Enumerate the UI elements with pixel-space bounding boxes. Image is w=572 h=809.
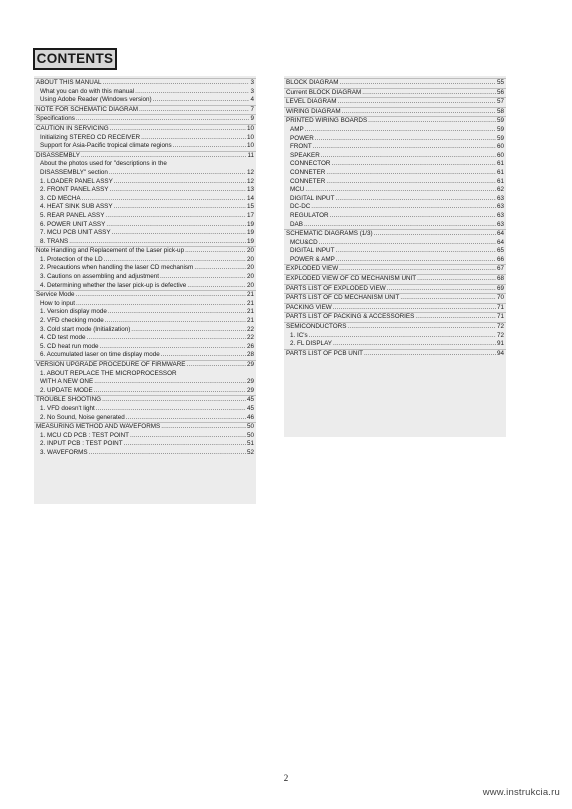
toc-dot-leader [347,323,496,332]
toc-entry[interactable] [284,169,506,178]
toc-entry-page: 94 [496,349,504,357]
toc-entry-label: Using Adobe Reader (Windows version) [40,96,152,104]
toc-entry-label: SCHEMATIC DIAGRAMS (1/3) [286,230,373,238]
toc-entry-page: 22 [246,325,254,333]
toc-dot-leader [110,125,246,134]
toc-dot-leader [415,313,496,322]
toc-dot-leader [94,378,246,387]
toc-entry-page: 19 [246,220,254,228]
toc-dot-leader [194,264,246,273]
toc-entry[interactable] [284,340,506,349]
toc-entry[interactable] [34,405,256,414]
toc-entry-page: 60 [496,151,504,159]
toc-entry-page: 61 [496,177,504,185]
toc-entry[interactable] [284,256,506,265]
toc-entry-label: How to input [40,299,76,307]
toc-dot-leader [106,221,246,230]
toc-entry-label: DAB [290,220,303,228]
toc-entry-label: EXPLODED VIEW [286,265,339,273]
toc-dot-leader [126,414,246,423]
toc-entry-page: 59 [496,125,504,133]
toc-entry-label: 2. INPUT PCB : TEST POINT [40,440,123,448]
toc-entry[interactable] [34,238,256,247]
toc-dot-leader [336,256,496,265]
toc-entry[interactable] [34,221,256,230]
toc-entry[interactable] [284,322,506,332]
toc-dot-leader [87,334,246,343]
toc-entry[interactable] [284,143,506,152]
toc-entry[interactable] [284,78,506,88]
toc-dot-leader [342,108,496,117]
toc-dot-leader [76,115,250,124]
toc-entry[interactable] [284,312,506,322]
toc-entry-page: 12 [246,168,254,176]
toc-dot-leader [153,96,250,105]
toc-entry-label: BLOCK DIAGRAM [286,79,339,86]
toc-dot-leader [81,152,246,161]
toc-dot-leader [109,186,246,195]
toc-entry-page: 91 [496,340,504,348]
toc-dot-leader [109,169,246,178]
toc-entry[interactable] [284,274,506,284]
toc-entry-page: 19 [246,237,254,245]
toc-entry-label: Note Handling and Replacement of the Laser pick-up [36,247,185,255]
toc-entry-label: Service Mode [36,291,75,299]
toc-entry-label: 3. CD MECHA [40,194,81,202]
toc-dot-leader [96,405,246,414]
toc-entry[interactable] [34,169,256,178]
toc-dot-leader [131,326,246,335]
toc-entry-page: 72 [496,331,504,339]
toc-entry-label: DC-DC [290,203,311,211]
toc-entry-label: PRINTED WIRING BOARDS [286,117,368,125]
toc-dot-leader [102,396,246,405]
toc-entry-label: AMP [290,125,304,133]
toc-entry-page: 29 [246,361,254,368]
toc-entry[interactable] [34,351,256,360]
toc-entry-label: CONNETER [290,168,326,176]
toc-entry[interactable] [284,107,506,117]
toc-entry-label: PARTS LIST OF EXPLODED VIEW [286,284,386,292]
toc-entry-page: 64 [496,230,504,238]
toc-entry-page: 46 [246,413,254,421]
toc-entry[interactable] [284,293,506,303]
toc-entry[interactable] [284,221,506,230]
toc-entry-page: 72 [496,323,504,331]
toc-dot-leader [331,160,496,169]
toc-entry-page: 12 [246,177,254,185]
toc-entry-page: 21 [246,291,254,299]
toc-entry-label: 6. POWER UNIT ASSY [40,220,106,228]
toc-dot-leader [305,126,496,135]
toc-entry-page: 14 [246,194,254,202]
toc-entry[interactable] [284,284,506,294]
toc-entry[interactable] [284,212,506,221]
toc-entry-label: VERSION UPGRADE PROCEDURE OF FIRMWARE [36,361,186,368]
toc-entry-label: Current BLOCK DIAGRAM [286,88,362,96]
toc-entry-label: 6. Accumulated laser on time display mode [40,351,160,359]
toc-entry-label: REGULATOR [290,211,329,219]
toc-entry[interactable] [34,88,256,97]
toc-dot-leader [161,423,246,432]
toc-entry-page: 10 [246,142,254,150]
toc-entry[interactable] [34,440,256,449]
toc-entry-label: 3. WAVEFORMS [40,448,88,456]
toc-entry[interactable] [34,142,256,151]
toc-entry-page: 13 [246,186,254,194]
toc-dot-leader [333,340,496,349]
toc-entry[interactable] [34,124,256,134]
contents-title: CONTENTS [33,48,117,70]
toc-entry-page: 3 [250,87,254,95]
toc-entry[interactable] [34,334,256,343]
toc-entry-label: 3. Cautions on assembling and adjustment [40,273,160,281]
toc-dot-leader [311,203,496,212]
toc-entry-label: 1. Version display mode [40,308,107,316]
toc-entry[interactable] [34,317,256,326]
toc-dot-leader [400,294,496,303]
toc-entry-label: Specifications [36,115,75,123]
toc-entry-label: 3. Cold start mode (Initialization) [40,325,131,333]
toc-entry[interactable] [34,96,256,105]
toc-entry-page: 20 [246,281,254,289]
toc-entry-page: 22 [246,334,254,342]
toc-dot-leader [89,449,246,458]
toc-entry-page: 63 [496,203,504,211]
toc-dot-leader [315,135,496,144]
toc-entry-page: 29 [246,386,254,394]
toc-dot-leader [104,256,246,265]
toc-dot-leader [335,247,496,256]
toc-entry-label: DISASSEMBLY" section [40,168,108,176]
toc-entry[interactable] [284,160,506,169]
toc-entry[interactable] [34,105,256,115]
toc-entry[interactable] [34,449,256,458]
toc-entry[interactable] [284,349,506,359]
toc-entry-page: 58 [496,107,504,115]
toc-entry[interactable] [284,152,506,161]
toc-entry[interactable] [284,264,506,274]
toc-dot-leader [309,332,496,341]
toc-entry-page: 15 [246,203,254,211]
toc-entry-page: 20 [246,264,254,272]
toc-dot-leader [187,282,246,291]
toc-entry[interactable] [34,395,256,405]
toc-entry-label: FRONT [290,143,312,151]
toc-dot-leader [161,351,246,360]
toc-entry[interactable] [284,116,506,126]
toc-dot-leader [339,265,496,274]
toc-entry-label: 1. ABOUT REPLACE THE MICROPROCESSOR [40,369,177,377]
toc-entry-page: 64 [496,238,504,246]
toc-entry-label: PACKING VIEW [286,303,332,311]
toc-dot-leader [76,300,246,309]
toc-entry[interactable] [34,432,256,441]
toc-dot-leader [187,361,246,370]
toc-entry[interactable] [284,126,506,135]
toc-entry-label: 1. MCU CD PCB : TEST POINT [40,431,129,439]
toc-dot-leader [130,432,246,441]
toc-entry[interactable] [34,246,256,256]
toc-entry-label: 5. CD heat run mode [40,342,99,350]
toc-entry-label: 2. UPDATE MODE [40,386,93,394]
toc-dot-leader [112,229,246,238]
toc-entry-page: 21 [246,317,254,325]
toc-dot-leader [108,308,246,317]
toc-entry[interactable] [34,326,256,335]
toc-dot-leader [374,230,496,239]
toc-dot-leader [105,317,246,326]
toc-entry[interactable] [284,229,506,239]
toc-entry[interactable] [284,239,506,248]
toc-entry-label: POWER [290,134,314,142]
page-number: 2 [283,773,289,783]
toc-entry[interactable] [284,97,506,107]
toc-dot-leader [335,195,496,204]
toc-entry-page: 65 [496,247,504,255]
toc-entry-page: 62 [496,186,504,194]
toc-entry[interactable] [34,229,256,238]
toc-entry-page: 68 [496,275,504,283]
toc-dot-leader [326,169,496,178]
toc-entry[interactable] [34,378,256,387]
toc-entry-page: 55 [496,79,504,86]
toc-entry-page: 20 [246,255,254,263]
toc-entry-label: PARTS LIST OF PCB UNIT [286,349,363,357]
toc-entry[interactable] [34,422,256,432]
toc-dot-leader [319,239,496,248]
toc-entry-label: WITH A NEW ONE [40,378,94,386]
toc-entry-label: 2. Precautions when handling the laser CD mechanism [40,264,194,272]
toc-entry[interactable] [34,114,256,124]
toc-entry[interactable] [34,178,256,187]
toc-entry-page: 26 [246,342,254,350]
toc-dot-leader [321,152,496,161]
toc-entry-label: 2. FRONT PANEL ASSY [40,186,109,194]
toc-dot-leader [313,143,496,152]
toc-entry[interactable] [34,160,256,169]
toc-entry[interactable] [34,134,256,143]
toc-entry-page: 61 [496,160,504,168]
toc-entry[interactable] [34,212,256,221]
toc-entry-label: 4. CD test mode [40,334,86,342]
toc-entry-label: 1. VFD doesn't light [40,404,95,412]
toc-dot-leader [160,273,246,282]
toc-entry-label: PARTS LIST OF PACKING & ACCESSORIES [286,313,415,321]
toc-entry[interactable] [284,195,506,204]
toc-entry-label: 2. VFD checking mode [40,317,104,325]
toc-dot-leader [305,186,496,195]
toc-dot-leader [364,350,496,359]
toc-dot-leader [139,106,249,115]
toc-entry-page: 10 [246,124,254,132]
toc-entry-label: MCU [290,186,305,194]
toc-entry[interactable] [284,332,506,341]
toc-entry-page: 11 [247,151,254,159]
toc-dot-leader [185,247,246,256]
toc-entry-page: 45 [246,396,254,404]
toc-entry-label: MEASURING METHOD AND WAVEFORMS [36,423,161,431]
toc-entry-label: DIGITAL INPUT [290,247,335,255]
toc-entry-page: 19 [246,229,254,237]
toc-entry-label: 1. IC's [290,331,308,339]
toc-entry-page: 29 [246,378,254,386]
toc-dot-leader [326,178,496,187]
toc-entry-page: 66 [496,255,504,263]
toc-dot-leader [76,291,246,300]
toc-entry-page: 21 [246,299,254,307]
toc-entry-page: 20 [246,247,254,255]
toc-dot-leader [114,203,246,212]
toc-entry-page: 71 [496,313,504,321]
toc-entry-label: PARTS LIST OF CD MECHANISM UNIT [286,294,400,302]
toc-dot-leader [69,238,246,247]
toc-entry[interactable] [34,186,256,195]
toc-dot-leader [330,212,496,221]
toc-dot-leader [94,387,246,396]
toc-entry-label: 2. No Sound, Noise generated [40,413,125,421]
toc-entry-label: POWER & AMP [290,255,335,263]
toc-entry-page: 69 [496,284,504,292]
toc-dot-leader [338,98,496,107]
toc-entry-label: TROUBLE SHOOTING [36,396,102,404]
toc-entry-page: 28 [246,351,254,359]
toc-entry-page: 45 [246,404,254,412]
toc-entry-label: MCU&CD [290,238,318,246]
toc-entry[interactable] [34,343,256,352]
toc-entry[interactable] [34,203,256,212]
toc-entry-page: 4 [250,96,254,104]
toc-entry[interactable] [284,88,506,98]
toc-left-column [34,76,256,504]
toc-dot-leader [135,88,249,97]
toc-entry-label: SEMICONDUCTORS [286,323,347,331]
toc-entry[interactable] [34,78,256,88]
toc-entry[interactable] [34,308,256,317]
toc-entry-label: LEVEL DIAGRAM [286,98,337,106]
toc-entry-label: Initializing STEREO CD RECEIVER [40,133,141,141]
toc-right-column [284,76,506,437]
toc-entry-page: 60 [496,143,504,151]
toc-dot-leader [368,117,496,126]
toc-entry[interactable] [34,282,256,291]
toc-dot-leader [114,178,246,187]
toc-entry[interactable] [284,303,506,313]
toc-dot-leader [362,89,496,98]
toc-entry-label: 4. Determining whether the laser pick-up is defective [40,281,187,289]
toc-entry-page: 63 [496,211,504,219]
toc-entry-page: 57 [496,98,504,106]
toc-entry[interactable] [34,387,256,396]
toc-entry[interactable] [34,300,256,309]
toc-dot-leader [387,285,496,294]
toc-entry[interactable] [34,370,256,379]
toc-entry-label: WIRING DIAGRAM [286,107,341,115]
toc-entry-page: 51 [246,440,254,448]
toc-entry[interactable] [34,290,256,300]
toc-entry-label: DISASSEMBLY [36,151,80,159]
toc-entry-label: 7. MCU PCB UNIT ASSY [40,229,111,237]
toc-dot-leader [417,275,496,284]
toc-entry[interactable] [284,135,506,144]
toc-entry-page: 63 [496,194,504,202]
toc-entry[interactable] [284,203,506,212]
toc-entry-label: 1. LOADER PANEL ASSY [40,177,113,185]
toc-entry[interactable] [34,360,256,370]
toc-entry-label: What you can do with this manual [40,87,135,95]
toc-entry-page: 59 [496,134,504,142]
toc-entry[interactable] [284,247,506,256]
toc-entry-page: 63 [496,220,504,228]
toc-entry-label: Support for Asia-Pacific tropical climate regions [40,142,172,150]
toc-dot-leader [333,304,496,313]
toc-entry[interactable] [284,186,506,195]
toc-dot-leader [105,212,246,221]
toc-dot-leader [339,79,496,88]
toc-entry[interactable] [34,414,256,423]
toc-entry-page: 50 [246,423,254,431]
toc-entry-page: 7 [250,105,254,113]
toc-entry-page: 20 [246,273,254,281]
toc-entry-label: 8. TRANS [40,237,69,245]
toc-entry-label: NOTE FOR SCHEMATIC DIAGRAM [36,105,139,113]
toc-entry[interactable] [284,178,506,187]
toc-entry[interactable] [34,256,256,265]
toc-entry-page: 61 [496,168,504,176]
toc-entry-label: EXPLODED VIEW OF CD MECHANISM UNIT [286,275,417,283]
toc-entry[interactable] [34,195,256,204]
toc-dot-leader [82,195,246,204]
toc-entry-label: CAUTION IN SERVICING [36,124,109,132]
toc-entry-label: 1. Protection of the LD [40,255,103,263]
toc-dot-leader [173,142,246,151]
toc-entry[interactable] [34,273,256,282]
toc-entry-page: 50 [246,431,254,439]
toc-entry-page: 67 [496,265,504,273]
toc-left-list [34,76,256,458]
toc-entry-page: 9 [250,115,254,123]
toc-entry-label: About the photos used for "descriptions in the [40,160,167,168]
toc-entry-label: CONNETER [290,177,326,185]
toc-entry-page: 10 [246,133,254,141]
toc-entry-page: 59 [496,117,504,125]
toc-entry-label: SPEAKER [290,151,320,159]
toc-entry-label: 2. FL DISPLAY [290,340,332,348]
toc-dot-leader [124,440,246,449]
watermark-link[interactable]: www.instrukcia.ru [482,787,560,798]
toc-entry-page: 52 [246,448,254,456]
toc-entry[interactable] [34,264,256,273]
toc-entry-page: 71 [496,303,504,311]
toc-entry-page: 21 [246,308,254,316]
toc-entry-label: CONNECTOR [290,160,331,168]
toc-dot-leader [103,79,250,88]
toc-entry-page: 3 [250,79,254,86]
toc-entry[interactable] [34,151,256,161]
toc-entry-label: 5. REAR PANEL ASSY [40,211,105,219]
toc-entry-label: 4. HEAT SINK SUB ASSY [40,203,113,211]
toc-entry-page: 56 [496,88,504,96]
toc-entry-page: 17 [246,211,254,219]
toc-entry-label: DIGITAL INPUT [290,194,335,202]
toc-right-list [284,76,506,358]
toc-dot-leader [141,134,246,143]
toc-entry-label: ABOUT THIS MANUAL [36,79,102,86]
toc-dot-leader [304,221,496,230]
toc-dot-leader [99,343,246,352]
toc-entry-page: 70 [496,294,504,302]
